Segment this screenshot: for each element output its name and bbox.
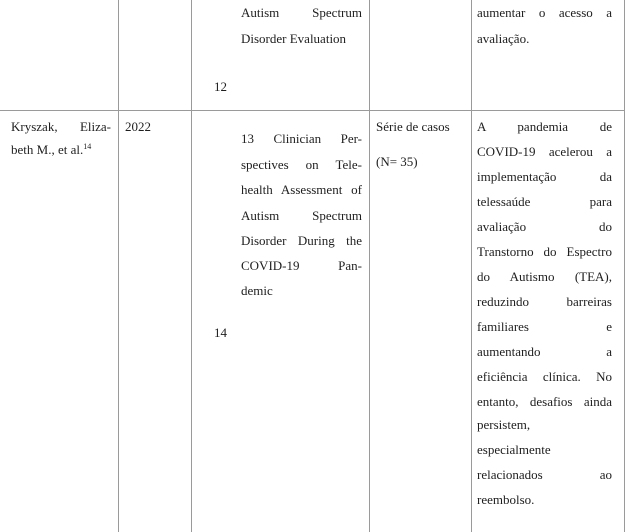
summary-line: Transtorno do Espectro xyxy=(477,244,612,259)
title-line: 13 Clinician Per- xyxy=(241,131,362,146)
summary-line: entanto, desafios ainda xyxy=(477,394,612,409)
summary-line: aumentar o acesso a xyxy=(477,5,612,20)
column-divider xyxy=(471,0,472,532)
sample-size: (N= 35) xyxy=(376,154,418,169)
column-divider xyxy=(624,0,625,532)
author-line: Kryszak, Eliza- xyxy=(11,119,111,134)
year-cell: 2022 xyxy=(125,119,151,134)
title-line: COVID-19 Pan- xyxy=(241,258,362,273)
summary-line: A pandemia de xyxy=(477,119,612,134)
title-line: Disorder Evaluation xyxy=(241,31,347,46)
summary-line: avaliação. xyxy=(477,31,530,46)
column-divider xyxy=(369,0,370,532)
summary-line: especialmente xyxy=(477,442,551,457)
summary-line: implementação da xyxy=(477,169,612,184)
title-line: Autism Spectrum xyxy=(241,5,362,20)
summary-line: telessaúde para xyxy=(477,194,612,209)
summary-line: relacionados ao xyxy=(477,467,612,482)
summary-line: reduzindo barreiras xyxy=(477,294,612,309)
summary-line: do Autismo (TEA), xyxy=(477,269,612,284)
summary-line: avaliação do xyxy=(477,219,612,234)
reference-number: 14 xyxy=(83,142,92,151)
page-marker: 12 xyxy=(214,79,227,94)
column-divider xyxy=(191,0,192,532)
summary-line: aumentando a xyxy=(477,344,612,359)
summary-line: reembolso. xyxy=(477,492,535,507)
title-line: spectives on Tele- xyxy=(241,157,362,172)
summary-line: persistem, xyxy=(477,417,531,432)
title-line: health Assessment of xyxy=(241,182,362,197)
title-line: demic xyxy=(241,283,273,298)
column-divider xyxy=(118,0,119,532)
study-type: Série de casos xyxy=(376,119,450,134)
title-line: Autism Spectrum xyxy=(241,208,362,223)
author-line xyxy=(11,138,91,162)
author-name: beth M., et al. xyxy=(11,142,84,157)
row-divider xyxy=(0,110,625,111)
title-line: Disorder During the xyxy=(241,233,362,248)
summary-line: familiares e xyxy=(477,319,612,334)
summary-line: COVID-19 acelerou a xyxy=(477,144,612,159)
page-marker: 14 xyxy=(214,325,227,340)
summary-line: eficiência clínica. No xyxy=(477,369,612,384)
